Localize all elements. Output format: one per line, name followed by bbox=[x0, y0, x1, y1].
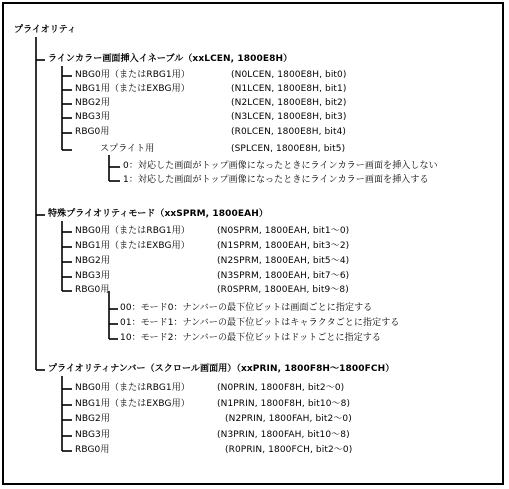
row-label: RBG0用 bbox=[75, 285, 110, 295]
row-label: NBG0用（またはRBG1用） bbox=[75, 383, 190, 393]
row-register: (R0PRIN, 1800FCH, bit2～0) bbox=[225, 445, 353, 455]
row-label: RBG0用 bbox=[75, 127, 110, 137]
row-label: NBG2用 bbox=[75, 98, 110, 108]
row-register: (N0SPRM, 1800EAH, bit1～0) bbox=[217, 226, 350, 236]
row-register: (N3PRIN, 1800FAH, bit10～8) bbox=[217, 430, 350, 440]
row-label: RBG0用 bbox=[75, 445, 110, 455]
row-label: スプライト用 bbox=[100, 144, 155, 154]
row-register: (N3LCEN, 1800E8H, bit3) bbox=[231, 112, 347, 122]
note: 1：対応した画面がトップ画像になったときにラインカラー画面を挿入する bbox=[123, 175, 429, 185]
note: 10：モード2：ナンバーの最下位ビットはドットごとに指定する bbox=[120, 333, 382, 343]
row-register: (N0LCEN, 1800E8H, bit0) bbox=[231, 70, 347, 80]
row-register: (SPLCEN, 1800E8H, bit5) bbox=[231, 144, 346, 154]
row-label: NBG1用（またはEXBG用） bbox=[75, 399, 190, 409]
row-register: (N2PRIN, 1800FAH, bit2～0) bbox=[225, 414, 352, 424]
row-label: NBG1用（またはEXBG用） bbox=[75, 241, 190, 251]
row-label: NBG3用 bbox=[75, 271, 110, 281]
row-register: (N3SPRM, 1800EAH, bit7～6) bbox=[217, 271, 350, 281]
row-register: (N2SPRM, 1800EAH, bit5～4) bbox=[217, 256, 350, 266]
row-label: NBG3用 bbox=[75, 430, 110, 440]
section-header-special-priority-mode: 特殊プライオリティモード（xxSPRM, 1800EAH） bbox=[48, 209, 268, 219]
row-label: NBG1用（またはEXBG用） bbox=[75, 84, 190, 94]
row-register: (R0LCEN, 1800E8H, bit4) bbox=[231, 127, 347, 137]
note: 0：対応した画面がトップ画像になったときにラインカラー画面を挿入しない bbox=[123, 161, 438, 171]
row-register: (R0SPRM, 1800EAH, bit9～8) bbox=[217, 285, 349, 295]
row-register: (N1PRIN, 1800F8H, bit10～8) bbox=[217, 399, 351, 409]
row-register: (N1SPRM, 1800EAH, bit3～2) bbox=[217, 241, 350, 251]
row-label: NBG2用 bbox=[75, 414, 110, 424]
row-register: (N2LCEN, 1800E8H, bit2) bbox=[231, 98, 347, 108]
row-label: NBG0用（またはRBG1用） bbox=[75, 226, 190, 236]
row-register: (N1LCEN, 1800E8H, bit1) bbox=[231, 84, 347, 94]
row-label: NBG2用 bbox=[75, 256, 110, 266]
section-header-priority-number: プライオリティナンバー（スクロール画面用）（xxPRIN, 1800F8H～1800FCH） bbox=[48, 364, 395, 374]
section-header-line-color-enable: ラインカラー画面挿入イネーブル（xxLCEN, 1800E8H） bbox=[48, 54, 293, 64]
note: 01：モード1：ナンバーの最下位ビットはキャラクタごとに指定する bbox=[120, 318, 400, 328]
row-register: (N0PRIN, 1800F8H, bit2～0) bbox=[217, 383, 345, 393]
note: 00：モード0：ナンバーの最下位ビットは画面ごとに指定する bbox=[120, 303, 373, 313]
row-label: NBG0用（またはRBG1用） bbox=[75, 70, 190, 80]
page-title: プライオリティ bbox=[14, 25, 77, 35]
row-label: NBG3用 bbox=[75, 112, 110, 122]
